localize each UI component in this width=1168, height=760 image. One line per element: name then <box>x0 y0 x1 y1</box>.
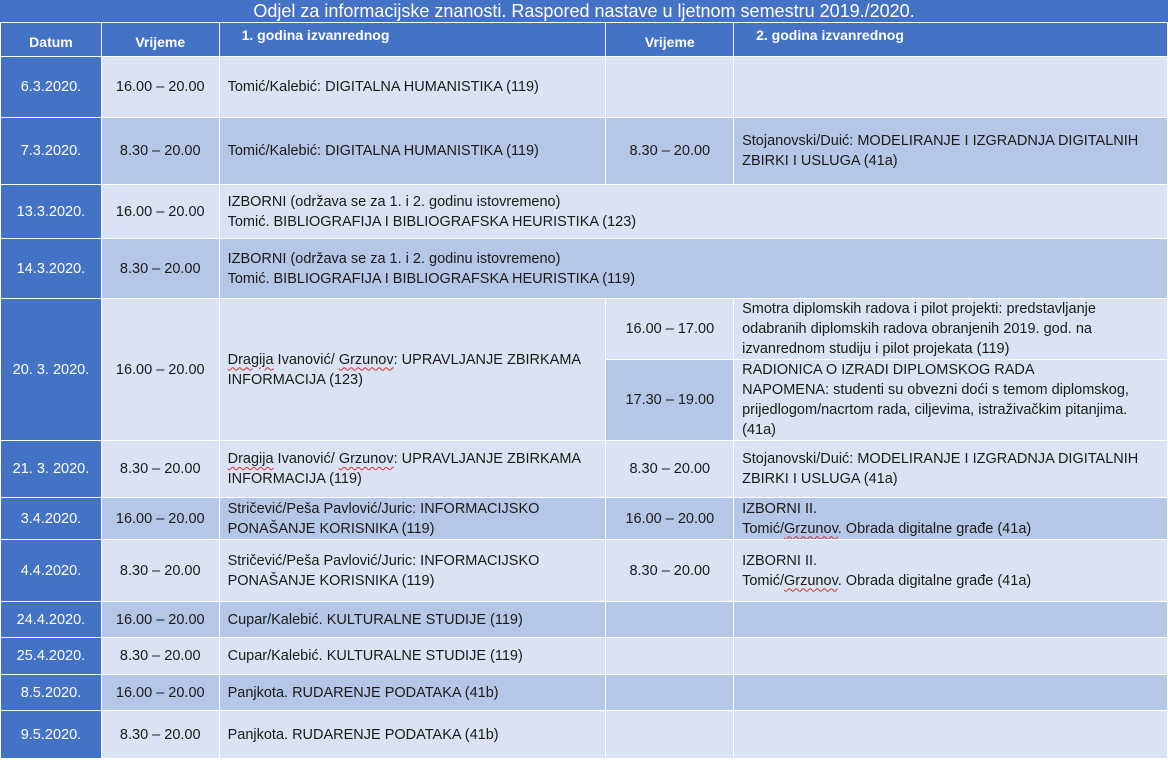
subject-line: Stojanovski/Duić: MODELIRANJE I IZGRADNJA DIGITALNIH <box>742 451 1139 467</box>
date-cell: 14.3.2020. <box>1 239 102 299</box>
subject-fragment: . Obrada digitalne građe (41a) <box>837 572 1032 589</box>
table-row <box>1 441 1168 498</box>
table-row <box>1 638 1168 675</box>
subject-fragment: Dragija <box>227 451 274 467</box>
subject-line: Tomić/Kalebić: DIGITALNA HUMANISTIKA (119) <box>227 79 539 95</box>
column-header-vrijeme-2: Vrijeme <box>606 23 734 57</box>
time-cell: 8.30 – 20.00 <box>101 118 219 185</box>
subject-fragment: Ivanović/ <box>273 351 339 368</box>
subject-fragment: Dragija <box>227 351 274 368</box>
subject-fragment: Grzunov <box>784 572 838 589</box>
subject-fragment: : UPRAVLJANJE ZBIRKAMA <box>393 351 582 368</box>
subject-line: IZBORNI II. <box>742 552 818 569</box>
subject-line: Tomić. BIBLIOGRAFIJA I BIBLIOGRAFSKA HEURISTIKA (119) <box>227 270 636 287</box>
subject-cell <box>734 540 1168 602</box>
subject-line: Smotra diplomskih radova i pilot projekti: predstavljanje <box>742 301 1096 317</box>
date-cell: 24.4.2020. <box>1 602 102 638</box>
header-row <box>1 23 1168 57</box>
subject-line: IZBORNI (održava se za 1. i 2. godinu istovremeno) <box>227 250 561 267</box>
subject-fragment: Tomić/ <box>742 572 785 589</box>
table-row <box>1 239 1168 299</box>
time-cell: 8.30 – 20.00 <box>606 118 734 185</box>
table-row <box>1 57 1168 118</box>
date-cell: 4.4.2020. <box>1 540 102 602</box>
time-cell: 16.00 – 20.00 <box>101 299 219 441</box>
subject-cell <box>219 185 1167 239</box>
date-cell: 25.4.2020. <box>1 638 102 675</box>
subject-cell <box>219 441 606 498</box>
subject-cell <box>219 711 606 759</box>
subject-cell <box>734 57 1168 118</box>
time-cell <box>606 602 734 638</box>
subject-fragment: . Obrada digitalne građe (41a) <box>837 520 1032 537</box>
subject-cell <box>219 638 606 675</box>
time-cell: 16.00 – 20.00 <box>101 602 219 638</box>
column-header-godina-1: 1. godina izvanrednog <box>219 23 606 57</box>
subject-line <box>228 350 598 370</box>
table-row <box>1 299 1168 360</box>
table-row <box>1 540 1168 602</box>
subject-fragment: Grzunov <box>338 351 394 368</box>
subject-cell <box>219 299 606 441</box>
column-header-vrijeme-1: Vrijeme <box>101 23 219 57</box>
subject-line: IZBORNI (održava se za 1. i 2. godinu istovremeno) <box>227 193 561 210</box>
date-cell: 20. 3. 2020. <box>1 299 102 441</box>
date-cell: 3.4.2020. <box>1 498 102 540</box>
time-cell <box>606 711 734 759</box>
subject-cell <box>219 118 606 185</box>
subject-line: izvanrednom studiju i pilot projekata (119) <box>742 341 1010 357</box>
column-header-godina-2: 2. godina izvanrednog <box>734 23 1168 57</box>
time-cell: 17.30 – 19.00 <box>606 360 734 441</box>
date-cell: 9.5.2020. <box>1 711 102 759</box>
subject-line: Tomić/Kalebić: DIGITALNA HUMANISTIKA (119) <box>227 143 539 159</box>
table-row <box>1 602 1168 638</box>
time-cell: 16.00 – 20.00 <box>101 185 219 239</box>
subject-line: IZBORNI II. <box>742 500 818 517</box>
time-cell: 8.30 – 20.00 <box>606 441 734 498</box>
table-row <box>1 498 1168 540</box>
subject-cell <box>734 711 1168 759</box>
time-cell: 8.30 – 20.00 <box>101 441 219 498</box>
table-row <box>1 118 1168 185</box>
subject-cell <box>219 675 606 711</box>
subject-cell <box>219 239 1167 299</box>
time-cell <box>606 675 734 711</box>
subject-line: RADIONICA O IZRADI DIPLOMSKOG RADA <box>742 362 1035 378</box>
subject-line: INFORMACIJA (123) <box>227 371 363 388</box>
page-title: Odjel za informacijske znanosti. Raspored nastave u ljetnom semestru 2019./2020. <box>0 0 1168 22</box>
subject-line: Tomić. BIBLIOGRAFIJA I BIBLIOGRAFSKA HEURISTIKA (123) <box>227 213 637 230</box>
subject-fragment: Ivanović/ <box>273 451 339 467</box>
time-cell: 16.00 – 20.00 <box>101 57 219 118</box>
subject-line: ZBIRKI I USLUGA (41a) <box>742 471 898 487</box>
time-cell: 16.00 – 20.00 <box>606 498 734 540</box>
column-header-datum: Datum <box>1 23 102 57</box>
time-cell: 8.30 – 20.00 <box>606 540 734 602</box>
subject-cell <box>734 441 1168 498</box>
subject-cell <box>734 602 1168 638</box>
time-cell: 8.30 – 20.00 <box>101 638 219 675</box>
subject-line: Cupar/Kalebić. KULTURALNE STUDIJE (119) <box>227 611 523 628</box>
subject-line: NAPOMENA: studenti su obvezni doći s temom diplomskog, <box>742 382 1129 398</box>
date-cell: 13.3.2020. <box>1 185 102 239</box>
table-row <box>1 675 1168 711</box>
table-row <box>1 185 1168 239</box>
subject-fragment: Grzunov <box>338 451 394 467</box>
date-cell: 7.3.2020. <box>1 118 102 185</box>
time-cell: 8.30 – 20.00 <box>101 540 219 602</box>
subject-cell <box>734 675 1168 711</box>
date-cell: 21. 3. 2020. <box>1 441 102 498</box>
subject-line: Stričević/Peša Pavlović/Juric: INFORMACIJSKO <box>227 500 540 517</box>
subject-fragment: Grzunov <box>784 520 838 537</box>
subject-cell <box>219 602 606 638</box>
date-cell: 8.5.2020. <box>1 675 102 711</box>
subject-line: Cupar/Kalebić. KULTURALNE STUDIJE (119) <box>227 648 523 664</box>
subject-cell <box>734 638 1168 675</box>
subject-line <box>742 571 1159 591</box>
subject-line: Stričević/Peša Pavlović/Juric: INFORMACIJSKO <box>227 552 540 569</box>
subject-line: odabranih diplomskih radova obranjenih 2019. god. na <box>742 321 1092 337</box>
schedule-table <box>0 22 1168 759</box>
subject-cell <box>219 57 606 118</box>
subject-cell <box>734 498 1168 540</box>
subject-cell <box>219 498 606 540</box>
time-cell: 16.00 – 20.00 <box>101 498 219 540</box>
time-cell: 16.00 – 17.00 <box>606 299 734 360</box>
subject-line: PONAŠANJE KORISNIKA (119) <box>227 572 435 589</box>
time-cell: 16.00 – 20.00 <box>101 675 219 711</box>
subject-line: Panjkota. RUDARENJE PODATAKA (41b) <box>227 684 499 701</box>
subject-line: PONAŠANJE KORISNIKA (119) <box>227 520 435 537</box>
table-row <box>1 711 1168 759</box>
time-cell: 8.30 – 20.00 <box>101 711 219 759</box>
subject-line: Panjkota. RUDARENJE PODATAKA (41b) <box>227 726 499 743</box>
subject-cell <box>734 360 1168 441</box>
subject-line: (41a) <box>742 422 776 438</box>
subject-line: INFORMACIJA (119) <box>227 471 362 487</box>
subject-fragment: : UPRAVLJANJE ZBIRKAMA <box>393 451 582 467</box>
date-cell: 6.3.2020. <box>1 57 102 118</box>
subject-cell <box>219 540 606 602</box>
subject-cell <box>734 118 1168 185</box>
time-cell <box>606 638 734 675</box>
subject-line: Stojanovski/Duić: MODELIRANJE I IZGRADNJA DIGITALNIH <box>742 133 1139 149</box>
time-cell: 8.30 – 20.00 <box>101 239 219 299</box>
subject-line <box>742 519 1159 539</box>
subject-line <box>228 449 598 469</box>
subject-cell <box>734 299 1168 360</box>
subject-fragment: Tomić/ <box>742 520 785 537</box>
subject-line: prijedlogom/nacrtom rada, ciljevima, istraživačkim pitanjima. <box>742 402 1128 418</box>
time-cell <box>606 57 734 118</box>
subject-line: ZBIRKI I USLUGA (41a) <box>742 153 898 169</box>
